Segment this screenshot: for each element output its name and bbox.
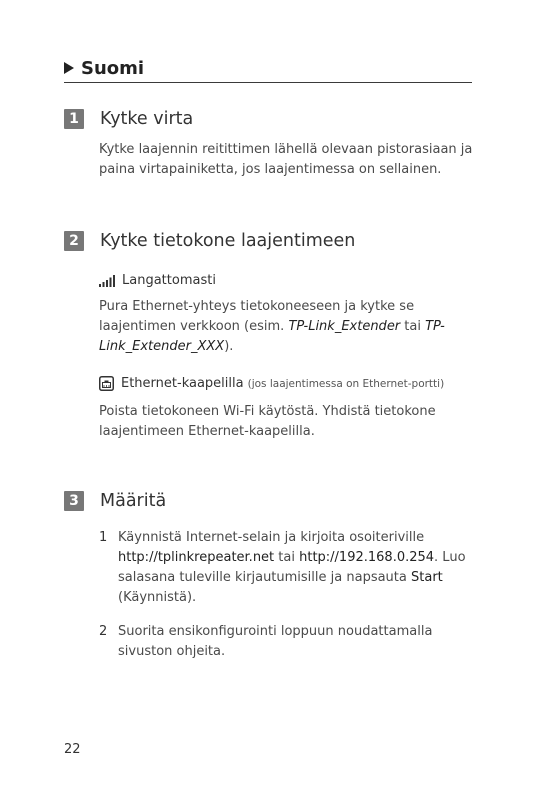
step-title: Kytke tietokone laajentimeen <box>100 231 356 251</box>
ethernet-label: Ethernet-kaapelilla <box>121 376 244 391</box>
ethernet-subheading <box>99 376 519 391</box>
language-header <box>64 54 472 83</box>
page-number: 22 <box>64 742 81 757</box>
ethernet-body: Poista tietokoneen Wi-Fi käytöstä. Yhdistä tietokone laajentimeen Ethernet-kaapelilla. <box>99 404 436 439</box>
wireless-body: Pura Ethernet-yhteys tietokoneeseen ja kytke se laajentimen verkkoon (esim. TP-Link_Extender tai TP-Link_Extender_XXX). <box>99 299 445 354</box>
wireless-label: Langattomasti <box>122 273 216 288</box>
step-title: Kytke virta <box>100 109 194 129</box>
wifi-signal-icon <box>99 275 115 287</box>
step-number-badge: 3 <box>64 491 84 511</box>
step-2-heading <box>64 231 484 251</box>
ip-link[interactable]: http://192.168.0.254 <box>299 550 435 565</box>
list-text: Käynnistä Internet-selain ja kirjoita osoiteriville http://tplinkrepeater.net tai http://192.168.0.254. Luo salasana tuleville kirjautumisille ja napsauta Start (Käynnistä). <box>118 530 466 605</box>
list-number: 1 <box>99 530 108 545</box>
step-title: Määritä <box>100 491 167 511</box>
triangle-bullet-icon <box>64 62 74 74</box>
list-text: Suorita ensikonfigurointi loppuun noudattamalla sivuston ohjeita. <box>118 624 433 659</box>
step-number-badge: 2 <box>64 231 84 251</box>
ssid-example-2: TP-Link_Extender_XXX <box>99 319 445 354</box>
list-number: 2 <box>99 624 108 639</box>
step-number-badge: 1 <box>64 109 84 129</box>
ethernet-port-icon <box>99 376 114 391</box>
language-title: Suomi <box>81 57 145 79</box>
ethernet-note: (jos laajentimessa on Ethernet-portti) <box>247 377 445 390</box>
step-1-heading <box>64 109 484 129</box>
step-1-body: Kytke laajennin reitittimen lähellä olevaan pistorasiaan ja paina virtapainiketta, jos laajentimessa on sellainen. <box>99 142 473 177</box>
list-item <box>99 622 489 662</box>
ssid-example-1: TP-Link_Extender <box>288 319 401 334</box>
step-3-heading <box>64 491 484 511</box>
url-link[interactable]: http://tplinkrepeater.net <box>118 550 275 565</box>
list-item <box>99 528 489 608</box>
wireless-subheading <box>99 273 519 288</box>
start-label: Start <box>411 570 443 585</box>
